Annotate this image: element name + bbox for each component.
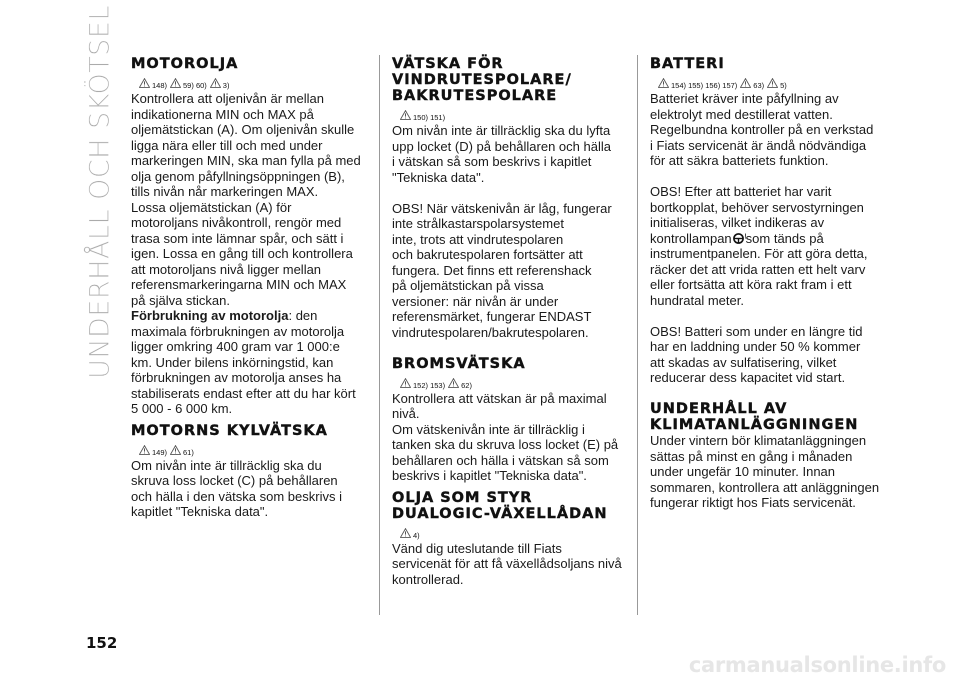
heading-line: BAKRUTESPOLARE <box>392 88 558 104</box>
paragraph-spolare-obs <box>392 201 632 341</box>
heading-line: VÄTSKA FÖR <box>392 56 504 72</box>
text-line: instrumentpanelen. För att göra detta, <box>650 246 868 261</box>
warning-refs <box>400 524 632 540</box>
heading-batteri: BATTERI <box>650 56 725 72</box>
warning-triangle-icon <box>139 78 150 90</box>
warning-ref-text: 3) <box>222 81 230 90</box>
warning-ref-text: 63) <box>753 81 765 90</box>
text-line: indikationerna MIN och MAX på <box>131 106 314 122</box>
heading-line: UNDERHÅLL AV <box>650 401 788 417</box>
text-line: olja genom påfyllningsöppningen (B), <box>131 168 345 184</box>
paragraph-kylvatska <box>131 458 371 520</box>
text-line: igen. Lossa en gång till och kontrollera <box>131 246 353 261</box>
warning-triangle-icon <box>400 378 411 390</box>
text-line: "Tekniska data". <box>392 169 485 185</box>
text-line: för att säkra batteriets funktion. <box>650 153 829 168</box>
paragraph-lamp-line <box>650 231 882 247</box>
paragraph-batteri-obs1b <box>650 246 882 308</box>
text-line: Kontrollera att vätskan är på maximal <box>392 390 607 406</box>
lamp-text-before: kontrollampan <box>650 230 732 246</box>
warning-ref-text: 148) <box>152 81 168 90</box>
heading-line: DUALOGIC-VÄXELLÅDAN <box>392 505 608 522</box>
text-line: upp locket (D) på behållaren och hälla <box>392 138 611 154</box>
warning-triangle-icon <box>658 78 669 90</box>
text-line: fungera. Det finns ett referenshack <box>392 262 592 278</box>
text-line: behållaren och hälla i vätskan så som <box>392 452 609 468</box>
text-line: Om vätskenivån inte är tillräcklig i <box>392 421 585 437</box>
text-line: och hälla i den vätska som beskrivs i <box>131 488 342 504</box>
text-line: skruva loss locket (C) på behållaren <box>131 473 338 488</box>
warning-ref <box>139 445 167 457</box>
warning-triangle-icon <box>448 378 459 390</box>
text-line: km. Under bilens inkörningstid, kan <box>131 354 334 370</box>
paragraph-motorolja <box>131 91 371 308</box>
text-line: ligger omkring 400 gram var 1 000:e <box>131 339 340 354</box>
warning-ref <box>210 78 230 90</box>
bold-term: Förbrukning av motorolja <box>131 308 289 323</box>
text-line: sättas på minst en gång i månaden <box>650 448 853 464</box>
warning-refs <box>400 106 632 122</box>
text-line: OBS! Efter att batteriet har varit <box>650 184 832 199</box>
heading-line: VINDRUTESPOLARE/ <box>392 72 572 88</box>
column-divider <box>379 55 380 615</box>
warning-ref <box>400 528 420 540</box>
warning-ref <box>170 78 207 90</box>
warning-refs <box>139 441 371 457</box>
warning-ref-text: 59) 60) <box>183 81 207 90</box>
text-line: Om nivån inte är tillräcklig ska du <box>131 457 322 473</box>
column-divider <box>637 55 638 615</box>
warning-ref <box>740 78 764 90</box>
heading-line: KLIMATANLÄGGNINGEN <box>650 417 859 433</box>
warning-ref-text: 4) <box>413 530 420 540</box>
text-line: markeringen MIN, ska man fylla på med <box>131 153 361 168</box>
warning-triangle-icon <box>767 78 778 90</box>
paragraph-spolare <box>392 123 632 185</box>
warning-ref <box>400 378 445 390</box>
text-line: räcker det att vrida ratten ett helt varv <box>650 261 866 277</box>
paragraph-forbrukning <box>131 324 371 417</box>
column-1 <box>131 56 371 520</box>
text-line: reducerar dess kapacitet vid start. <box>650 370 846 385</box>
warning-ref <box>767 78 787 90</box>
warning-triangle-icon <box>400 528 411 540</box>
paragraph-batteri <box>650 91 882 169</box>
text-line: i Fiats servicenät är ändå nödvändiga <box>650 137 867 153</box>
paragraph-dualogic <box>392 541 632 588</box>
warning-ref-text: 61) <box>183 447 194 457</box>
text-line: motoroljans nivåkontroll, rengör med <box>131 215 342 230</box>
text-line: 5 000 - 6 000 km. <box>131 401 233 416</box>
text-line: i vätskan så som beskrivs i kapitlet <box>392 154 592 169</box>
warning-triangle-icon <box>210 78 221 90</box>
text-line: nivå. <box>392 406 420 421</box>
warning-ref <box>658 78 737 90</box>
side-section-title <box>80 5 120 379</box>
text-line: Under vintern bör klimatanläggningen <box>650 433 867 448</box>
paragraph-klimatanlaggning <box>650 433 882 511</box>
text-line: trasa som inte lämnar spår, och sätt i <box>131 230 344 246</box>
warning-refs <box>658 74 882 90</box>
warning-ref <box>139 78 167 90</box>
warning-refs <box>400 374 632 390</box>
warning-ref <box>400 110 445 122</box>
warning-triangle-icon <box>139 445 150 457</box>
text-line: Kontrollera att oljenivån är mellan <box>131 91 324 106</box>
paragraph-batteri-obs2 <box>650 324 882 386</box>
text-line: har en laddning under 50 % kommer <box>650 339 861 354</box>
text-line: sommaren, kontrollera att anläggningen <box>650 479 880 495</box>
text-line: kontrollerad. <box>392 571 464 587</box>
watermark: carmanualsonline.info <box>688 653 946 677</box>
text-line: hundratal meter. <box>650 292 744 308</box>
text-line: eller fortsätta att köra rakt fram i ett <box>650 277 852 292</box>
text-line: beskrivs i kapitlet "Tekniska data". <box>392 468 587 483</box>
warning-ref-text: 150) 151) <box>413 113 446 122</box>
text-line: inte strålkastarspolarsystemet <box>392 216 564 231</box>
text-line: på oljemätstickan på vissa <box>392 278 544 293</box>
text-line: bortkopplat, behöver servostyrningen <box>650 199 864 215</box>
heading-vindrutespolare <box>392 56 632 104</box>
text-line: Batteriet kräver inte påfyllning av <box>650 91 839 106</box>
text-line: versioner: när nivån är under <box>392 293 559 309</box>
column-2 <box>392 56 632 587</box>
warning-ref-text: 62) <box>461 380 472 390</box>
text-line: att motoroljans nivå ligger mellan <box>131 261 322 277</box>
text-line: kapitlet "Tekniska data". <box>131 504 269 519</box>
steering-warning-icon <box>732 232 746 244</box>
text-line: tills nivån når markeringen MAX. <box>131 184 319 199</box>
text-line: tanken ska du skruva loss locket (E) på <box>392 437 619 452</box>
text-line: fungerar riktigt hos Fiats servicenät. <box>650 495 856 510</box>
warning-triangle-icon <box>400 110 411 122</box>
heading-motorolja: MOTOROLJA <box>131 56 239 72</box>
heading-olja-dualogic <box>392 490 632 522</box>
text-line: Lossa oljemätstickan (A) för <box>131 199 292 215</box>
text-line: referensmarkeringarna MIN och MAX <box>131 277 347 292</box>
text-line: förbrukningen av motorolja anses ha <box>131 370 342 385</box>
warning-ref <box>170 445 194 457</box>
page-number: 152 <box>86 634 118 652</box>
warning-ref <box>448 378 472 390</box>
text-line: maximala förbrukningen av motorolja <box>131 323 345 339</box>
bold-term-rest: : den <box>288 308 318 323</box>
warning-refs <box>139 74 371 90</box>
text-line: Vänd dig uteslutande till Fiats <box>392 540 562 556</box>
text-line: Regelbundna kontroller på en verkstad <box>650 122 874 137</box>
heading-line: OLJA SOM STYR <box>392 489 533 506</box>
paragraph-bromsvatska <box>392 391 632 484</box>
paragraph-batteri-obs1 <box>650 184 882 231</box>
text-line: stabiliserats endast efter att du har kört <box>131 385 356 401</box>
warning-ref-text: 152) 153) <box>413 380 446 390</box>
text-line: på själva stickan. <box>131 292 230 308</box>
text-line: ligga nära eller till och med under <box>131 137 323 153</box>
heading-klimatanlaggning <box>650 401 882 433</box>
warning-ref-text: 154) 155) 156) 157) <box>671 81 738 90</box>
warning-ref-text: 5) <box>780 81 787 90</box>
text-line: vindrutespolaren/bakrutespolaren. <box>392 324 589 340</box>
warning-triangle-icon <box>170 78 181 90</box>
warning-triangle-icon <box>170 445 181 457</box>
warning-ref-text: 149) <box>152 447 168 457</box>
lamp-text-after: som tänds på <box>745 230 824 246</box>
paragraph-forbrukning-lead <box>131 308 371 324</box>
heading-bromsvatska: BROMSVÄTSKA <box>392 355 526 372</box>
text-line: att skadas av sulfatisering, vilket <box>650 354 837 370</box>
text-line: OBS! Batteri som under en längre tid <box>650 323 863 339</box>
text-line: referensmärket, fungerar ENDAST <box>392 309 592 324</box>
text-line: Om nivån inte är tillräcklig ska du lyfta <box>392 123 611 138</box>
column-3 <box>650 56 882 511</box>
text-line: inte, trots att vindrutespolaren <box>392 231 564 247</box>
text-line: OBS! När vätskenivån är låg, fungerar <box>392 200 612 216</box>
side-section-title-text: UNDERHÅLL OCH SKÖTSEL <box>84 5 116 379</box>
text-line: oljemätstickan (A). Om oljenivån skulle <box>131 122 355 137</box>
text-line: elektrolyt med destillerat vatten. <box>650 106 833 122</box>
heading-motorns-kylvatska: MOTORNS KYLVÄTSKA <box>131 422 328 439</box>
text-line: och bakrutespolaren fortsätter att <box>392 247 583 262</box>
text-line: initialiseras, vilket indikeras av <box>650 215 825 230</box>
text-line: under ungefär 10 minuter. Innan <box>650 464 836 479</box>
text-line: servicenät för att få växellådsoljans nivå <box>392 556 622 571</box>
warning-triangle-icon <box>740 78 751 90</box>
